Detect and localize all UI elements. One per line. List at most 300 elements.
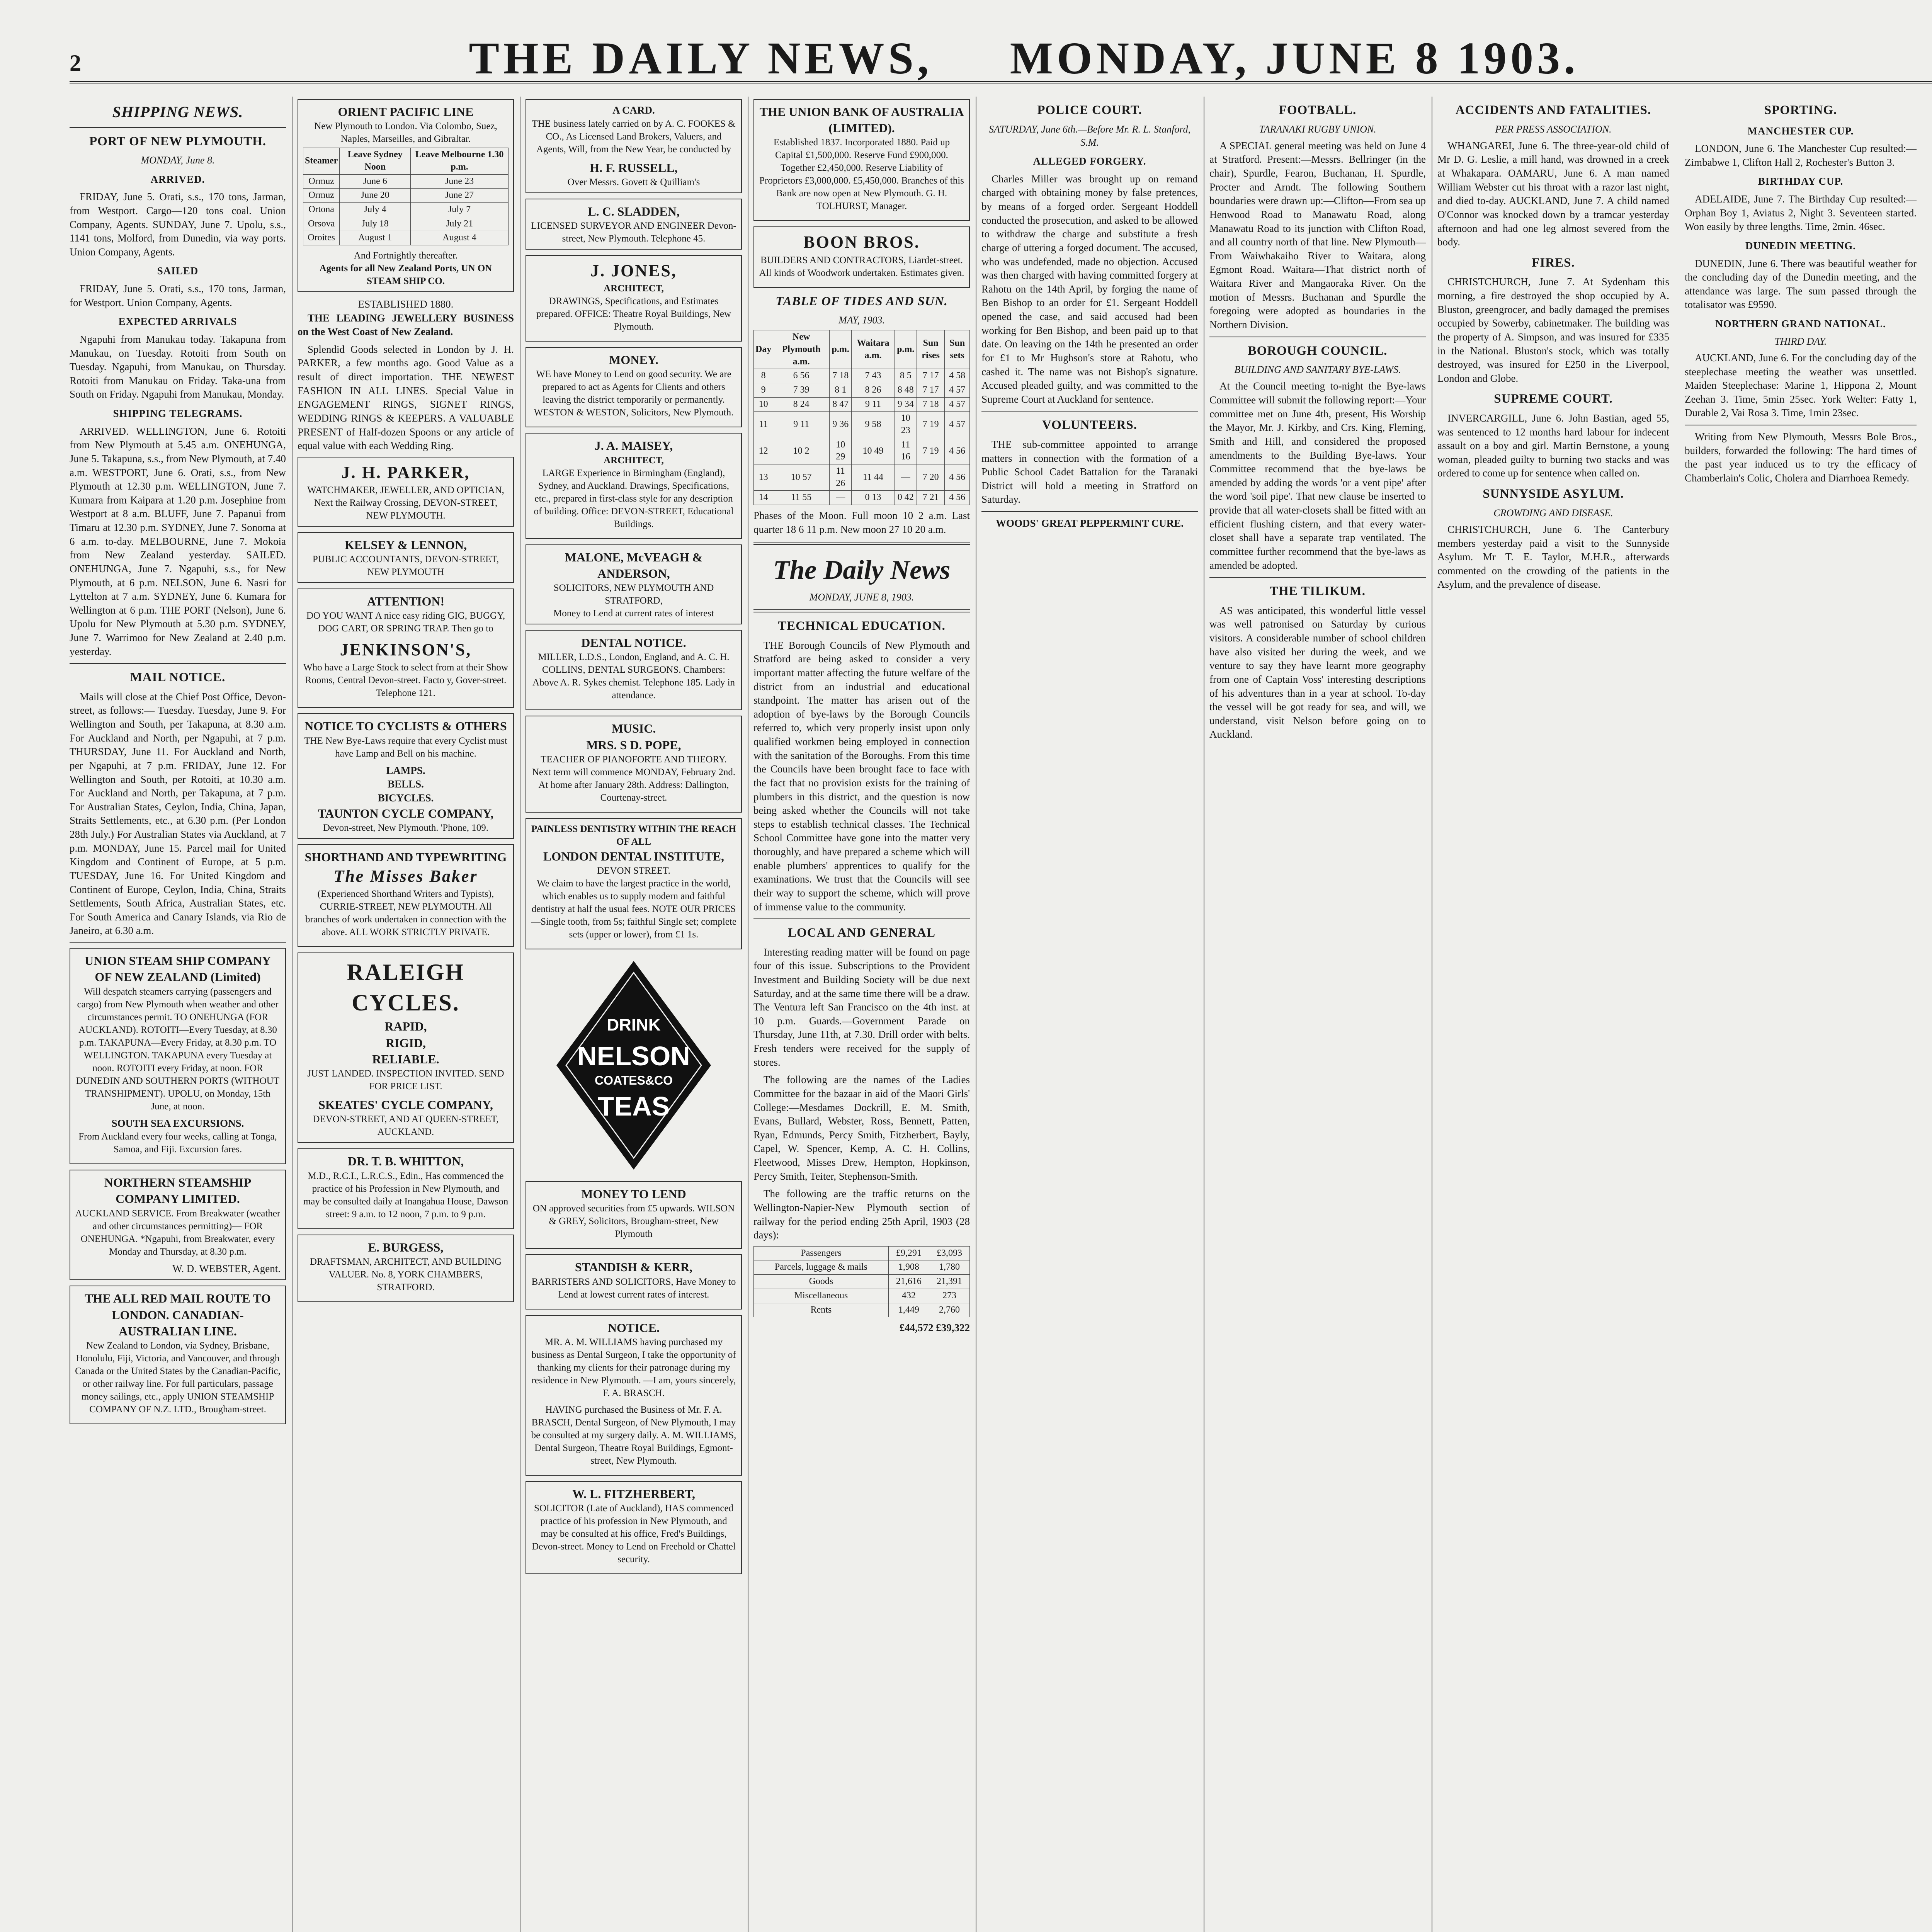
traffic-cell: £9,291 — [888, 1246, 929, 1260]
orient-heading: ORIENT PACIFIC LINE — [338, 105, 474, 119]
tides-cell: 7 21 — [917, 491, 944, 505]
nelson-word: NELSON — [577, 1041, 690, 1071]
tides-cell: 7 18 — [917, 397, 944, 412]
tides-cell: 4 56 — [945, 438, 970, 464]
asylum-text: CHRISTCHURCH, June 6. The Canterbury members yesterday paid a visit to the Sunnyside Asylum. Mr T. E. Taylor, M.H.R., afterwards commented on the crowding of the patients in the Asylum, and the prevalence of disease. — [1437, 523, 1669, 590]
tides-row — [754, 491, 970, 505]
tides-cell: 6 56 — [773, 369, 830, 383]
tides-cell: 8 47 — [829, 397, 851, 412]
tides-table — [753, 330, 970, 505]
tides-header: Sun sets — [945, 330, 970, 369]
traffic-cell: 21,616 — [888, 1275, 929, 1289]
northern-text: AUCKLAND SERVICE. From Breakwater (weather and other circumstances permitting)— FOR ONEHUNGA. *Ngapuhi, from Breakwater, every Monday and Thursday, at 8.30 p.m. — [75, 1208, 281, 1257]
football-text: A SPECIAL general meeting was held on June 4 at Stratford. Present:—Messrs. Bellringer (in the chair), Spurdle, Fearon, Buchanan, H. Spurdle, Procter and Arndt. The following Southern boundaries were drawn up:—Clifton—From sea up Henwood Road to Manawatu Road, along Manawatu Road to its junction with Clifton Road, and all country north of that line. New Plymouth—From Waiwhakaiho River to Waitara, along Egmont Road. Waitara—That district north of Waitara River and Mangaoraka River. On the motion of Messrs. Buchanan and Spurdle the foregoing were adopted as boundaries in the Northern Division. — [1209, 139, 1426, 330]
union-heading: UNION STEAM SHIP COMPANY OF NEW ZEALAND (Limited) — [84, 954, 271, 984]
tides-cell: 7 43 — [852, 369, 895, 383]
burgess-text: DRAFTSMAN, ARCHITECT, AND BUILDING VALUER. No. 8, YORK CHAMBERS, STRATFORD. — [310, 1256, 502, 1293]
maisey-name: J. A. MAISEY, — [594, 439, 673, 453]
traffic-cell: 273 — [929, 1289, 969, 1303]
card-text: THE business lately carried on by A. C. FOOKES & CO., As Licensed Land Brokers, Valuers, and Agents, Will, from the New Year, be conducted by — [532, 118, 736, 155]
fitzherbert-name: W. L. FITZHERBERT, — [572, 1486, 696, 1501]
tides-cell: 7 17 — [917, 369, 944, 383]
jewellery-text: Splendid Goods selected in London by J. H. PARKER, a few months ago. Good Value as a result of direct importation. THE NEWEST FASHION IN ALL LINES. Special Value in ENGAGEMENT RINGS, SIGNET RINGS, WEDDING RINGS & KEEPERS. A VALUABLE PRESENT of Half-dozen Spoons or any article of equal value with each Wedding Ring. — [298, 343, 514, 452]
fires-text: CHRISTCHURCH, June 7. At Sydenham this morning, a fire destroyed the shop occupied by A. Bluston, greengrocer, and badly damaged the premises occupied by Sowerby, cabinetmaker. The building was the property of A. Simpson, and was insured for £335 in the National. Bluston's stock, which was totally destroyed, was insured for £250 in the Liverpool, London and Globe. — [1437, 276, 1669, 384]
bells-label: BELLS. — [388, 778, 424, 790]
local-heading: LOCAL AND GENERAL — [788, 926, 935, 940]
orient-schedule-cell: July 7 — [411, 202, 509, 217]
russell-text: Over Messrs. Govett & Quilliam's — [567, 177, 700, 187]
malone-sub: SOLICITORS, NEW PLYMOUTH AND STRATFORD, — [553, 583, 714, 606]
tides-cell: 0 13 — [852, 491, 895, 505]
malone-ad — [526, 544, 742, 624]
tides-cell: 11 55 — [773, 491, 830, 505]
bank-heading: THE UNION BANK OF AUSTRALIA (LIMITED). — [759, 105, 964, 135]
orient-schedule-cell: Ormuz — [303, 189, 340, 203]
issue-date: MONDAY, JUNE 8 1903. — [1010, 33, 1579, 83]
traffic-cell: Parcels, luggage & mails — [754, 1260, 889, 1275]
column-editorial — [753, 97, 970, 1932]
sladden-ad — [526, 199, 742, 250]
volunteers-heading: VOLUNTEERS. — [1042, 418, 1137, 432]
notice-heading: NOTICE. — [607, 1320, 660, 1335]
tides-cell: 7 39 — [773, 383, 830, 398]
tides-cell: 7 19 — [917, 412, 944, 438]
canadian-text: New Zealand to London, via Sydney, Brisbane, Honolulu, Fiji, Victoria, and Vancouver, and through Canada or the United States by the Canadian-Pacific, or other railway line. For full particulars, passage money sailings, etc., apply UNION STEAMSHIP COMPANY OF N.Z. LTD., Brougham-street. — [75, 1340, 281, 1415]
tides-cell: 7 19 — [917, 438, 944, 464]
london-dental-sub: DEVON STREET. — [597, 866, 670, 876]
tides-cell: 7 20 — [917, 464, 944, 491]
volunteers-text: THE sub-committee appointed to arrange matters in connection with the formation of a Public School Cadet Battalion for the Taranaki District will hold a meeting in Stratford on Saturday. — [981, 438, 1198, 505]
cyclists-heading: NOTICE TO CYCLISTS & OTHERS — [304, 719, 507, 733]
maisey-sub: ARCHITECT, — [604, 455, 664, 466]
whitton-name: DR. T. B. WHITTON, — [347, 1154, 464, 1168]
dunedin-heading: DUNEDIN MEETING. — [1745, 240, 1856, 252]
parker-trade: WATCHMAKER, JEWELLER, AND OPTICIAN, — [307, 485, 504, 495]
malone-name: MALONE, McVEAGH & ANDERSON, — [565, 550, 703, 580]
traffic-cell: Passengers — [754, 1246, 889, 1260]
tides-cell: 4 57 — [945, 397, 970, 412]
sailed-text: FRIDAY, June 5. Orati, s.s., 170 tons, Jarman, for Westport. Union Company, Agents. — [70, 283, 286, 308]
orient-schedule-cell: June 27 — [411, 189, 509, 203]
masthead — [70, 23, 1932, 83]
taunton-name: TAUNTON CYCLE COMPANY, — [318, 806, 494, 820]
burgess-name: E. BURGESS, — [368, 1240, 444, 1254]
borough-sub: BUILDING AND SANITARY BYE-LAWS. — [1234, 364, 1401, 376]
sporting-heading: SPORTING. — [1764, 103, 1837, 117]
tides-cell: 11 44 — [852, 464, 895, 491]
asylum-sub: CROWDING AND DISEASE. — [1493, 507, 1613, 519]
traffic-row — [754, 1303, 970, 1317]
traffic-table — [753, 1246, 970, 1317]
whitton-ad — [298, 1148, 514, 1229]
raleigh-word-2: RIGID, — [385, 1036, 426, 1050]
pope-ad — [526, 716, 742, 812]
whitton-text: M.D., R.C.I., L.R.C.S., Edin., Has commenced the practice of his Profession in New Plymouth, and may be consulted daily at Inangahua House, Dawson street: 9 a.m. to 12 noon, 7 p.m. to 9 p.m. — [303, 1170, 509, 1219]
dental-ad — [526, 630, 742, 710]
traffic-cell: 21,391 — [929, 1275, 969, 1289]
tides-cell: 10 29 — [829, 438, 851, 464]
orient-agents: Agents for all New Zealand Ports, UN ON STEAM SHIP CO. — [319, 263, 492, 286]
telegrams-left — [1437, 97, 1669, 595]
tides-row — [754, 412, 970, 438]
maisey-ad — [526, 433, 742, 539]
police-heading: POLICE COURT. — [1037, 103, 1142, 117]
tides-cell: 8 26 — [852, 383, 895, 398]
nelson-teas-diamond — [553, 957, 715, 1173]
tides-heading: TABLE OF TIDES AND SUN. — [776, 294, 948, 308]
baker-ad — [298, 844, 514, 947]
weston-ad — [526, 347, 742, 427]
tides-cell: 13 — [754, 464, 773, 491]
traffic-cell: Goods — [754, 1275, 889, 1289]
local-text: Interesting reading matter will be found on page four of this issue. Subscriptions to the Provident Investment and Building Society will be due next Saturday, and at the same time there will be a draw. The Ventura left San Francisco on the 4th inst. at 10 p.m. Guards.—Government Parade on Thursday, June 11th, at 7.30. Drill order with belts. Fresh tenders were received for the supply of stores. — [753, 946, 970, 1068]
shipping-heading: SHIPPING NEWS. — [112, 103, 243, 121]
established: ESTABLISHED 1880. — [358, 298, 454, 310]
pope-name: MRS. S D. POPE, — [586, 738, 681, 752]
tides-header: Day — [754, 330, 773, 369]
manchester-heading: MANCHESTER CUP. — [1747, 125, 1854, 137]
kelsey-heading: KELSEY & LENNON, — [344, 537, 467, 552]
tides-cell: 4 57 — [945, 383, 970, 398]
coates-word: COATES&CO — [594, 1073, 673, 1088]
telegrams-right — [1685, 97, 1917, 489]
tides-cell: 12 — [754, 438, 773, 464]
tides-row — [754, 464, 970, 491]
manchester-text: LONDON, June 6. The Manchester Cup resulted:—Zimbabwe 1, Clifton Hall 2, Rochester's Button 3. — [1685, 143, 1917, 168]
northern-national-heading: NORTHERN GRAND NATIONAL. — [1715, 318, 1886, 330]
drink-word: DRINK — [607, 1015, 661, 1035]
column-ads-2 — [526, 97, 742, 1932]
tides-cell: — — [829, 491, 851, 505]
orient-schedule-header: Leave Sydney Noon — [340, 148, 411, 174]
orient-schedule-row — [303, 202, 509, 217]
police-text: Charles Miller was brought up on remand charged with obtaining money by false pretences, by means of a forged order. Sergeant Hoddell conducted the prosecution, and asked to be allowed to withdraw the charge and substitute a fresh charge of uttering a forged document. The accused, who was undefended, made no objection. Accused was then charged with having committed forgery at Rahotu on the 14th April, by forging the name of Ben Bishop to an order for £1. Sergeant Hoddell opened the case, and said accused had been working for Ben Bishop, and been paid up to that date. On leaving on the 14th he presented an order for £1 to Mr Hughson's store at Rahotu, who cashed it. The name was not Bishop's signature. Accused pleaded guilty, and was committed to the Supreme Court at Auckland for sentence. — [981, 173, 1198, 405]
money-lend-text: ON approved securities from £5 upwards. WILSON & GREY, Solicitors, Brougham-street, New Plymouth — [532, 1203, 735, 1240]
traffic-row — [754, 1260, 970, 1275]
tides-cell: 9 58 — [852, 412, 895, 438]
northern-agent: W. D. WEBSTER, Agent. — [172, 1262, 281, 1274]
tides-month: MAY, 1903. — [838, 315, 885, 326]
taunton-address: Devon-street, New Plymouth. 'Phone, 109. — [323, 822, 489, 833]
traffic-cell: £3,093 — [929, 1246, 969, 1260]
newspaper-title: THE DAILY NEWS, — [469, 33, 933, 83]
expected-text: Ngapuhi from Manukau today. Takapuna from Manukau, on Tuesday. Rotoiti from South on Tuesday. Ngapuhi, from Manukau, on Thursday. Rotoiti from Manukau on Friday. Taka-una from South on Friday. Ngapuhi from Manukau, Monday. — [70, 333, 286, 400]
moon-phases: Phases of the Moon. Full moon 10 2 a.m. Last quarter 18 6 11 p.m. New moon 27 10 20 a.m. — [753, 510, 970, 535]
money-text: WE have Money to Lend on good security. We are prepared to act as Agents for Clients and others leaving the district temporarily or permanently. WESTON & WESTON, Solicitors, New Plymouth. — [534, 369, 734, 418]
supreme-heading: SUPREME COURT. — [1494, 392, 1613, 406]
maisey-text: LARGE Experience in Birmingham (England), Sydney, and Auckland. Drawings, Specifications, etc., prepared in first-class style for any description of building. Office: DEVON-STREET, Educational Buildings. — [534, 468, 734, 529]
third-day: THIRD DAY. — [1774, 335, 1827, 347]
dental-heading: DENTAL NOTICE. — [581, 636, 686, 650]
mail-heading: MAIL NOTICE. — [130, 670, 226, 685]
burgess-ad — [298, 1235, 514, 1302]
tilikum-heading: THE TILIKUM. — [1270, 584, 1366, 599]
birthday-heading: BIRTHDAY CUP. — [1758, 175, 1844, 187]
notice-text: MR. A. M. WILLIAMS having purchased my business as Dental Surgeon, I take the opportunity of thanking my clients for their patronage during my residence in New Plymouth. —I am, yours sincerely, F. A. BRASCH. — [531, 1337, 736, 1398]
raleigh-word-3: RELIABLE. — [372, 1052, 439, 1066]
orient-schedule — [303, 148, 509, 245]
raleigh-word-1: RAPID, — [384, 1019, 427, 1034]
london-dental-ad — [526, 818, 742, 949]
borough-heading: BOROUGH COUNCIL. — [1248, 344, 1388, 358]
painless-heading: PAINLESS DENTISTRY WITHIN THE REACH OF ALL — [531, 823, 736, 847]
tides-header: p.m. — [829, 330, 851, 369]
tides-cell: 8 48 — [895, 383, 917, 398]
wilson-grey-ad — [526, 1181, 742, 1249]
accidents-text: WHANGAREI, June 6. The three-year-old child of Mr D. G. Leslie, a mill hand, was drowned in a creek at Whakapara. OAMARU, June 6. A man named William Webster cut his throat with a razor last night, and died to-day. AUCKLAND, June 7. A child named O'Connor was knocked down by a tramcar yesterday afternoon and had one leg almost severed from the body. — [1437, 139, 1669, 248]
sladden-text: LICENSED SURVEYOR AND ENGINEER Devon-street, New Plymouth. Telephone 45. — [531, 221, 736, 244]
malone-text: Money to Lend at current rates of interest — [553, 608, 714, 619]
tides-cell: 8 — [754, 369, 773, 383]
parker-ad — [298, 457, 514, 527]
parker-name: J. H. PARKER, — [341, 463, 470, 482]
jones-name: J. JONES, — [590, 261, 677, 281]
traffic-cell: Miscellaneous — [754, 1289, 889, 1303]
orient-schedule-header: Steamer — [303, 148, 340, 174]
traffic-cell: 1,908 — [888, 1260, 929, 1275]
canadian-ad — [70, 1286, 286, 1424]
jones-sub: ARCHITECT, — [604, 283, 664, 294]
sladden-name: L. C. SLADDEN, — [588, 204, 680, 218]
dental-text: MILLER, L.D.S., London, England, and A. C. H. COLLINS, DENTAL SURGEONS. Chambers: Above A. R. Sykes chemist. Telephone 185. Lady in attendance. — [532, 652, 735, 701]
orient-schedule-cell: June 20 — [340, 189, 411, 203]
orient-schedule-row — [303, 217, 509, 231]
bank-ad — [753, 99, 970, 221]
orient-schedule-cell: Ormuz — [303, 174, 340, 189]
fitzherbert-text: SOLICITOR (Late of Auckland), HAS commenced practice of his profession in New Plymouth, and may be consulted at his office, Fred's Buildings, Devon-street. Money to Lend on Freehold or Chattel security. — [532, 1503, 736, 1565]
telegrams-text: ARRIVED. WELLINGTON, June 6. Rotoiti from New Plymouth at 5.45 a.m. ONEHUNGA, June 5. Takapuna, s.s., from New Plymouth, at 7.40 a.m. WESTPORT, June 6. Orati, s.s., from New Plymouth at 12.30 p.m. WELLINGTON, June 7. Kumara from Kaipara at 1.20 p.m. Josephine from Westport at 8 a.m. BLUFF, June 7. Papanui from Timaru at 12.30 p.m. SYDNEY, June 7. Sonoma at 6 a.m. to-day. MELBOURNE, June 7. Mokoia from New Zealand yesterday. SAILED. ONEHUNGA, June 7. Ngapuhi, s.s., for New Plymouth, at 6 p.m. NELSON, June 6. Nasri for Lyttelton at 7 a.m. SYDNEY, June 6. Kumara for Wellington at 6 p.m. THE PORT (Nelson), June 6. Upolu for New Plymouth at 5.30 p.m. SYDNEY, June 7. Warrimoo for New Zealand at 2.40 p.m. yesterday. — [70, 425, 286, 657]
orient-schedule-cell: July 4 — [340, 202, 411, 217]
football-heading: FOOTBALL. — [1279, 103, 1357, 117]
traffic-cell: 2,760 — [929, 1303, 969, 1317]
shorthand-heading: SHORTHAND AND TYPEWRITING — [304, 850, 507, 864]
orient-schedule-cell: June 6 — [340, 174, 411, 189]
traffic-cell: 1,780 — [929, 1260, 969, 1275]
port-heading: PORT OF NEW PLYMOUTH. — [89, 134, 267, 148]
jones-ad — [526, 255, 742, 342]
woods-advert: WOODS' GREAT PEPPERMINT CURE. — [995, 517, 1184, 529]
orient-schedule-cell: August 1 — [340, 231, 411, 245]
fitzherbert-ad — [526, 1481, 742, 1574]
traffic-row — [754, 1289, 970, 1303]
attention-heading: ATTENTION! — [367, 594, 445, 609]
supreme-text: INVERCARGILL, June 6. John Bastian, aged 55, was sentenced to 12 months hard labour for indecent assault on a boy and girl. Martin Bernstone, a young woman, pleaded guilty to burning two stacks and was ordered to come up for sentence when called on. — [1437, 412, 1669, 479]
tides-cell: — — [895, 464, 917, 491]
jewellery-heading: THE LEADING JEWELLERY BUSINESS on the West Coast of New Zealand. — [298, 312, 514, 338]
music-heading: MUSIC. — [611, 721, 656, 736]
fires-heading: FIRES. — [1532, 255, 1575, 270]
borough-text: At the Council meeting to-night the Bye-laws Committee will submit the following report:—Your committee met on June 4th, present, His Worship the Mayor, Mr. J. Kirkby, and Crs. King, Fleming, Smith and Hill, and considered the proposed amendments to the Building Bye-laws. Your Committee recommend that the bye-laws be amended by adding the words 'or a vent pipe' after the word 'soil pipe'. That new clause be inserted to provide that all water-closets shall be fitted with an efficient flushing cistern, and that every water-closet shall have a separate trap ventilated. The committee further recommend that the bye-laws as amended be adopted. — [1209, 380, 1426, 571]
tides-row — [754, 369, 970, 383]
column-ads-1 — [298, 97, 514, 1932]
boon-name: BOON BROS. — [803, 233, 920, 252]
orient-note: And Fortnightly thereafter. — [354, 250, 458, 261]
orient-schedule-cell: August 4 — [411, 231, 509, 245]
tides-cell: 8 5 — [895, 369, 917, 383]
jones-text: DRAWINGS, Specifications, and Estimates prepared. OFFICE: Theatre Royal Buildings, New Plymouth. — [536, 296, 731, 332]
tides-cell: 0 42 — [895, 491, 917, 505]
police-date: SATURDAY, June 6th.—Before Mr. R. L. Stanford, S.M. — [989, 123, 1190, 148]
press-line: PER PRESS ASSOCIATION. — [1495, 123, 1612, 135]
union-ad — [70, 948, 286, 1164]
kelsey-sub: PUBLIC ACCOUNTANTS, DEVON-STREET, NEW PLYMOUTH — [312, 554, 499, 578]
brasch-notice-ad — [526, 1315, 742, 1476]
tides-cell: 11 26 — [829, 464, 851, 491]
tides-header: Waitara a.m. — [852, 330, 895, 369]
orient-schedule-cell: Orsova — [303, 217, 340, 231]
raleigh-ad — [298, 952, 514, 1143]
tides-cell: 10 23 — [895, 412, 917, 438]
skeates-name: SKEATES' CYCLE COMPANY, — [318, 1098, 493, 1112]
tides-cell: 8 24 — [773, 397, 830, 412]
orient-schedule-cell: July 18 — [340, 217, 411, 231]
names-text: The following are the names of the Ladies Committee for the bazaar in aid of the Maori Girls' College:—Mesdames Dockrill, E. M. Smith, Evans, Bullard, Webster, Ross, Bennett, Patten, Ryan, Edmunds, Percy Smith, Fitzherbert, Bayly, Capel, W. Spencer, Kemp, A. C. H. Collins, Fleetwood, Misses Drew, Hempton, Hopkinson, Percy Smith, Teiter, Stephenson-Smith. — [753, 1074, 970, 1182]
tech-heading: TECHNICAL EDUCATION. — [778, 619, 946, 633]
northern-heading: NORTHERN STEAMSHIP COMPANY LIMITED. — [104, 1175, 252, 1206]
orient-schedule-row — [303, 231, 509, 245]
footer-text: Writing from New Plymouth, Messrs Bole Bros., builders, forwarded the following: The hard times of the past year induced us to try the efficacy of Chamberlain's Colic, Cholera and Diarrhoea Remedy. — [1685, 431, 1917, 484]
nelson-teas-logo — [553, 957, 715, 1173]
baker-name: The Misses Baker — [333, 867, 478, 886]
orient-sub: New Plymouth to London. Via Colombo, Suez, Naples, Marseilles, and Gibraltar. — [314, 121, 497, 145]
tides-cell: 4 57 — [945, 412, 970, 438]
orient-schedule-header: Leave Melbourne 1.30 p.m. — [411, 148, 509, 174]
traffic-total: £44,572 £39,322 — [899, 1322, 970, 1334]
birthday-text: ADELAIDE, June 7. The Birthday Cup resulted:—Orphan Boy 1, Aviatus 2, Night 3. Seventeen started. Won easily by three lengths. Time, 2min. 46sec. — [1685, 193, 1917, 233]
orient-ad — [298, 99, 514, 292]
orient-schedule-cell: June 23 — [411, 174, 509, 189]
column-police — [981, 97, 1198, 1932]
skeates-address: DEVON-STREET, AND AT QUEEN-STREET, AUCKLAND. — [313, 1114, 499, 1138]
orient-schedule-cell: Ortona — [303, 202, 340, 217]
column-football — [1209, 97, 1426, 1932]
date-line: MONDAY, June 8. — [141, 155, 215, 166]
taunton-ad — [298, 713, 514, 838]
tides-cell: 4 56 — [945, 491, 970, 505]
arrived-heading: ARRIVED. — [150, 173, 205, 185]
jenkinson-text: Who have a Large Stock to select from at their Show Rooms, Central Devon-street. Facto y, Gover-street. Telephone 121. — [303, 662, 508, 699]
parker-address: Next the Railway Crossing, DEVON-STREET, NEW PLYMOUTH. — [314, 497, 498, 521]
tides-header: Sun rises — [917, 330, 944, 369]
tides-cell: 10 49 — [852, 438, 895, 464]
russell-name: H. F. RUSSELL, — [590, 160, 678, 175]
page-number: 2 — [70, 50, 81, 76]
tides-cell: 10 2 — [773, 438, 830, 464]
daily-news-date: MONDAY, JUNE 8, 1903. — [809, 591, 914, 603]
south-sea-text: From Auckland every four weeks, calling at Tonga, Samoa, and Fiji. Excursion fares. — [78, 1131, 277, 1155]
traffic-row — [754, 1275, 970, 1289]
money-heading: MONEY. — [609, 353, 658, 367]
standish-ad — [526, 1254, 742, 1309]
pope-text: TEACHER OF PIANOFORTE AND THEORY. Next term will commence MONDAY, February 2nd. At home after January 28th. Address: Dallington, Courtenay-street. — [532, 754, 736, 803]
teas-word: TEAS — [597, 1091, 670, 1122]
tides-cell: 4 56 — [945, 464, 970, 491]
standish-name: STANDISH & KERR, — [575, 1260, 693, 1274]
bicycles-label: BICYCLES. — [378, 792, 434, 804]
column-telegrams — [1437, 97, 1932, 1932]
lamps-label: LAMPS. — [386, 764, 425, 776]
northern-ad — [70, 1170, 286, 1280]
police-case: ALLEGED FORGERY. — [1033, 155, 1146, 167]
canadian-heading: THE ALL RED MAIL ROUTE TO LONDON. CANADIAN-AUSTRALIAN LINE. — [85, 1291, 271, 1338]
traffic-cell: 432 — [888, 1289, 929, 1303]
expected-heading: EXPECTED ARRIVALS — [118, 316, 237, 328]
money-lend-heading: MONEY TO LEND — [581, 1187, 686, 1201]
northern-national-text: AUCKLAND, June 6. For the concluding day of the steeplechase meeting the weather was unsettled. Maiden Steeplechase: Marine 1, Hippona 2, Mount Zeehan 3. Time, 5min 25sec. York Welter: Fatty 1, Durable 2, Vai Rosa 3. Time, 1min 23sec. — [1685, 352, 1917, 419]
tides-header: p.m. — [895, 330, 917, 369]
tides-cell: 9 34 — [895, 397, 917, 412]
tides-row — [754, 397, 970, 412]
tilikum-text: AS was anticipated, this wonderful little vessel was well patronised on Saturday by curious visitors. A considerable number of school children have also visited her during the week, and we venture to say they have learnt more geography from one of Captain Voss' interesting descriptions of his adventures than in a year at school. To-day the vessel will be got ready for sea, and will, we understand, visit Nelson before going on to Auckland. — [1209, 604, 1426, 740]
tides-cell: 9 36 — [829, 412, 851, 438]
tides-cell: 10 — [754, 397, 773, 412]
tides-cell: 9 11 — [852, 397, 895, 412]
south-sea-heading: SOUTH SEA EXCURSIONS. — [111, 1117, 244, 1129]
card-heading: A CARD. — [612, 104, 655, 116]
column-shipping — [70, 97, 286, 1932]
football-sub: TARANAKI RUGBY UNION. — [1259, 123, 1376, 135]
mail-text: Mails will close at the Chief Post Office, Devon-street, as follows:— Tuesday. Tuesday, June 9. For Wellington and South, per Takapuna, at 8.30 a.m. For Auckland and North, per Ngapuhi, at 7 p.m. THURSDAY, June 11. For Auckland and North, per Ngapuhi, at 7 p.m. FRIDAY, June 12. For Wellington and South, per Rotoiti, at 10.30 a.m. For Auckland and North, per Takapuna, at 7 p.m. For Australian States, Ceylon, India, China, Japan, Straits Settlements, etc., at 6.30 p.m. (Per London 28th July.) For Australian States via Auckland, at 7 p.m. MONDAY, June 15. Parcel mail for United Kingdom and Continent of Europe, at 5 p.m. TUESDAY, June 16. For United Kingdom and Continent of Europe, Ceylon, India, China, Straits Settlements, South Africa, Australian States, etc. For South America and Canary Islands, via Rio de Janeiro, at 6.30 a.m. — [70, 690, 286, 937]
tides-cell: 9 11 — [773, 412, 830, 438]
tides-cell: 10 57 — [773, 464, 830, 491]
baker-text: (Experienced Shorthand Writers and Typists), CURRIE-STREET, NEW PLYMOUTH. All branches of work undertaken in connection with the above. ALL WORK STRICTLY PRIVATE. — [305, 889, 506, 938]
traffic-heading: The following are the traffic returns on the Wellington-Napier-New Plymouth section of railway for the period ending 25th April, 1903 (28 days): — [753, 1188, 970, 1241]
traffic-row — [754, 1246, 970, 1260]
accidents-heading: ACCIDENTS AND FATALITIES. — [1455, 103, 1651, 117]
dunedin-text: DUNEDIN, June 6. There was beautiful weather for the concluding day of the Dunedin meeting, and the attendance was large. The sum passed through the totalisator was £9590. — [1685, 257, 1917, 311]
tides-row — [754, 438, 970, 464]
standish-text: BARRISTERS AND SOLICITORS, Have Money to Lend at lowest current rates of interest. — [531, 1276, 736, 1300]
tides-cell: 8 1 — [829, 383, 851, 398]
tides-cell: 4 58 — [945, 369, 970, 383]
boon-text: BUILDERS AND CONTRACTORS, Liardet-street. All kinds of Woodwork undertaken. Estimates given. — [759, 255, 964, 278]
boon-ad — [753, 226, 970, 287]
arrived-text: FRIDAY, June 5. Orati, s.s., 170 tons, Jarman, from Westport. Cargo—120 tons coal. Union Company, Agents. SUNDAY, June 7. Upolu, s.s., 1141 tons, Molford, from Dunedin, via way ports. Union Company, Agents. — [70, 191, 286, 258]
london-dental-name: LONDON DENTAL INSTITUTE, — [543, 849, 724, 863]
orient-schedule-row — [303, 174, 509, 189]
tides-cell: 7 17 — [917, 383, 944, 398]
daily-news-title: The Daily News — [773, 555, 951, 585]
raleigh-heading: RALEIGH CYCLES. — [347, 959, 465, 1016]
russell-ad — [526, 99, 742, 193]
tides-row — [754, 383, 970, 398]
column-rule — [292, 97, 293, 1932]
cyclists-text: THE New Bye-Laws require that every Cyclist must have Lamp and Bell on his machine. — [304, 735, 507, 759]
telegrams-heading: SHIPPING TELEGRAMS. — [113, 408, 243, 420]
jenkinson-ad — [298, 588, 514, 708]
notice2-text: HAVING purchased the Business of Mr. F. A. BRASCH, Dental Surgeon, of New Plymouth, I may be consulted at my surgery daily. A. M. WILLIAMS, Dental Surgeon, Theatre Royal Buildings, Egmont-street, New Plymouth. — [531, 1404, 736, 1466]
orient-schedule-cell: Oroites — [303, 231, 340, 245]
attention-text: DO YOU WANT A nice easy riding GIG, BUGGY, DOG CART, OR SPRING TRAP. Then go to — [306, 611, 505, 634]
kelsey-ad — [298, 532, 514, 583]
tides-cell: 11 16 — [895, 438, 917, 464]
tides-cell: 11 — [754, 412, 773, 438]
traffic-cell: Rents — [754, 1303, 889, 1317]
london-dental-text: We claim to have the largest practice in the world, which enables us to supply modern and faithful dentistry at half the usual fees. NOTE OUR PRICES—Single tooth, from 5s; faithful Single set; complete sets (upper or lower), from £1 1s. — [531, 878, 736, 940]
bank-text: Established 1837. Incorporated 1880. Paid up Capital £1,500,000. Reserve Fund £900,000. Together £2,450,000. Reserve Liability of Proprietors £3,000,000. £5,450,000. Branches of this Bank are now open at New Plymouth. G. H. TOLHURST, Manager. — [759, 137, 964, 212]
orient-schedule-row — [303, 189, 509, 203]
asylum-heading: SUNNYSIDE ASYLUM. — [1483, 487, 1624, 501]
tides-header: New Plymouth a.m. — [773, 330, 830, 369]
tides-cell: 7 18 — [829, 369, 851, 383]
jenkinson-name: JENKINSON'S, — [340, 640, 472, 660]
tides-cell: 9 — [754, 383, 773, 398]
traffic-cell: 1,449 — [888, 1303, 929, 1317]
tech-text: THE Borough Councils of New Plymouth and Stratford are being asked to consider a very important matter affecting the future welfare of the district from an industrial and educational standpoint. The matter has arisen out of the adoption of bye-laws by the Borough Councils referred to, which very properly insist upon only qualified workmen being employed in connection with the sanitation of the Boroughs. From this time the Councils have been brought face to face with the fact that no provision exists for the training of plumbers in this district, and the question is now being asked whether the Councils will not take steps to establish technical classes. The Technical School Committee have gone into the matter very thoroughly, and have prepared a scheme which will enable plumbers' apprentices to qualify for the examinations. We trust that the Councils will see their way to support the scheme, which will prove of immense value to the community. — [753, 639, 970, 913]
raleigh-text: JUST LANDED. INSPECTION INVITED. SEND FOR PRICE LIST. — [307, 1068, 504, 1092]
orient-schedule-cell: July 21 — [411, 217, 509, 231]
union-text: Will despatch steamers carrying (passengers and cargo) from New Plymouth when weather and other circumstances permit. TO ONEHUNGA (FOR AUCKLAND). ROTOITI—Every Tuesday, at 8.30 p.m. TAKAPUNA—Every Friday, at 8.30 p.m. TO WELLINGTON. TAKAPUNA every Tuesday at noon. ROTOITI every Friday, at noon. FOR DUNEDIN AND SOUTHERN PORTS (WITHOUT TRANSHIPMENT). UPOLU, on Monday, 15th June, at noon. — [76, 986, 280, 1112]
